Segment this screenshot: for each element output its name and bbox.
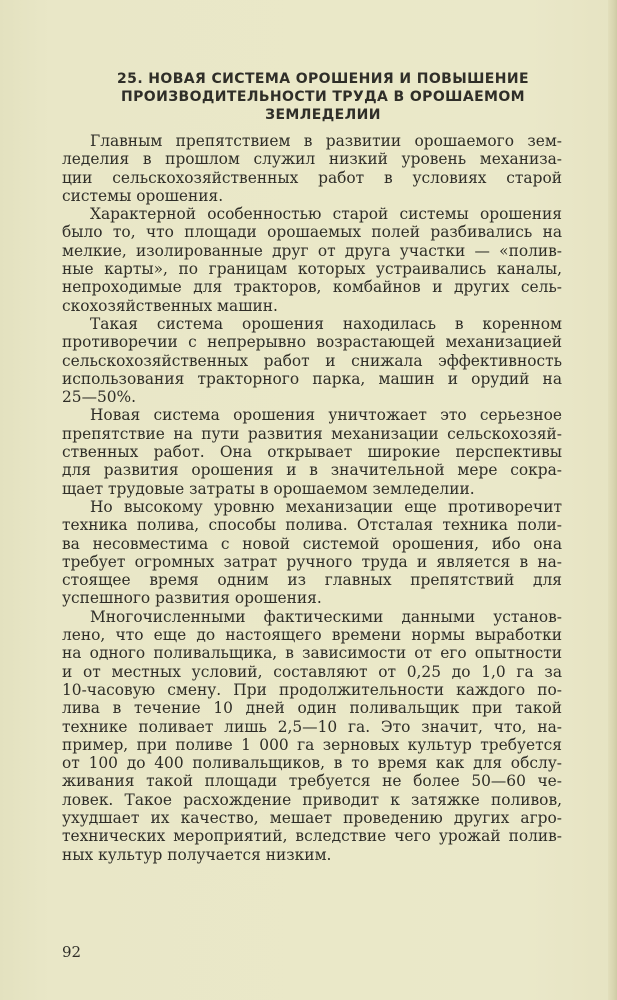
body-text <box>62 132 562 864</box>
text-line: было то, что площади орошаемых полей разбивались на <box>62 223 562 242</box>
text-line: ных культур получается низким. <box>62 845 332 864</box>
section-heading <box>88 70 558 124</box>
text-line: для развития орошения и в значительной мере сокра- <box>62 461 562 480</box>
heading-line: ПРОИЗВОДИТЕЛЬНОСТИ ТРУДА В ОРОШАЕМОМ <box>121 89 525 105</box>
text-line: использования тракторного парка, машин и орудий на <box>62 369 562 388</box>
text-line: живания такой площади требуется не более 50—60 че- <box>62 772 562 791</box>
page-edge <box>608 0 617 1000</box>
text-line: леделия в прошлом служил низкий уровень механиза- <box>62 150 562 169</box>
text-line: стоящее время одним из главных препятствий для <box>62 571 562 590</box>
text-line: противоречии с непрерывно возрастающей механизацией <box>62 333 562 352</box>
heading-line: ЗЕМЛЕДЕЛИИ <box>265 107 381 123</box>
text-line: технических мероприятий, вследствие чего урожай полив- <box>62 827 562 846</box>
heading-line: 25. НОВАЯ СИСТЕМА ОРОШЕНИЯ И ПОВЫШЕНИЕ <box>117 71 529 87</box>
page-number: 92 <box>62 943 82 961</box>
text-line: ные карты», по границам которых устраивались каналы, <box>62 260 562 279</box>
text-line: 10-часовую смену. При продолжительности каждого по- <box>62 680 562 699</box>
text-line: 25—50%. <box>62 388 137 407</box>
text-line: Но высокому уровню механизации еще противоречит <box>90 497 562 516</box>
text-line: на одного поливальщика, в зависимости от его опытности <box>62 644 562 663</box>
text-line: и от местных условий, составляют от 0,25 до 1,0 га за <box>62 662 562 681</box>
text-line: сельскохозяйственных работ и снижала эффективность <box>62 351 562 370</box>
text-line: препятствие на пути развития механизации сельскохозяй- <box>62 424 562 443</box>
text-line: скохозяйственных машин. <box>62 296 278 315</box>
text-line: системы орошения. <box>62 186 224 205</box>
text-line: ции сельскохозяйственных работ в условиях старой <box>62 168 562 187</box>
text-line: ухудшает их качество, мешает проведению других агро- <box>62 808 562 827</box>
text-line: непроходимые для тракторов, комбайнов и других сель- <box>62 278 562 297</box>
text-line: Характерной особенностью старой системы орошения <box>90 205 562 224</box>
text-line: от 100 до 400 поливальщиков, в то время как для обслу- <box>62 754 562 773</box>
text-line: Многочисленными фактическими данными установ- <box>90 607 562 626</box>
text-line: Новая система орошения уничтожает это серьезное <box>90 406 562 425</box>
text-line: технике поливает лишь 2,5—10 га. Это значит, что, на- <box>62 717 562 736</box>
text-line: ловек. Такое расхождение приводит к затяжке поливов, <box>62 790 562 809</box>
text-line: пример, при поливе 1 000 га зерновых культур требуется <box>62 735 562 754</box>
text-line: мелкие, изолированные друг от друга участки — «полив- <box>62 241 562 260</box>
text-line: лива в течение 10 дней один поливальщик при такой <box>62 699 562 718</box>
text-line: Такая система орошения находилась в коренном <box>90 314 562 333</box>
text-line: техника полива, способы полива. Отсталая техника поли- <box>62 516 562 535</box>
text-line: лено, что еще до настоящего времени нормы выработки <box>62 626 562 645</box>
text-line: успешного развития орошения. <box>62 589 322 608</box>
text-line: требует огромных затрат ручного труда и является в на- <box>62 552 562 571</box>
text-line: щает трудовые затраты в орошаемом земледелии. <box>62 479 475 498</box>
text-line: ственных работ. Она открывает широкие перспективы <box>62 443 562 462</box>
text-line: ва несовместима с новой системой орошения, ибо она <box>62 534 562 553</box>
text-line: Главным препятствием в развитии орошаемого зем- <box>90 132 562 150</box>
